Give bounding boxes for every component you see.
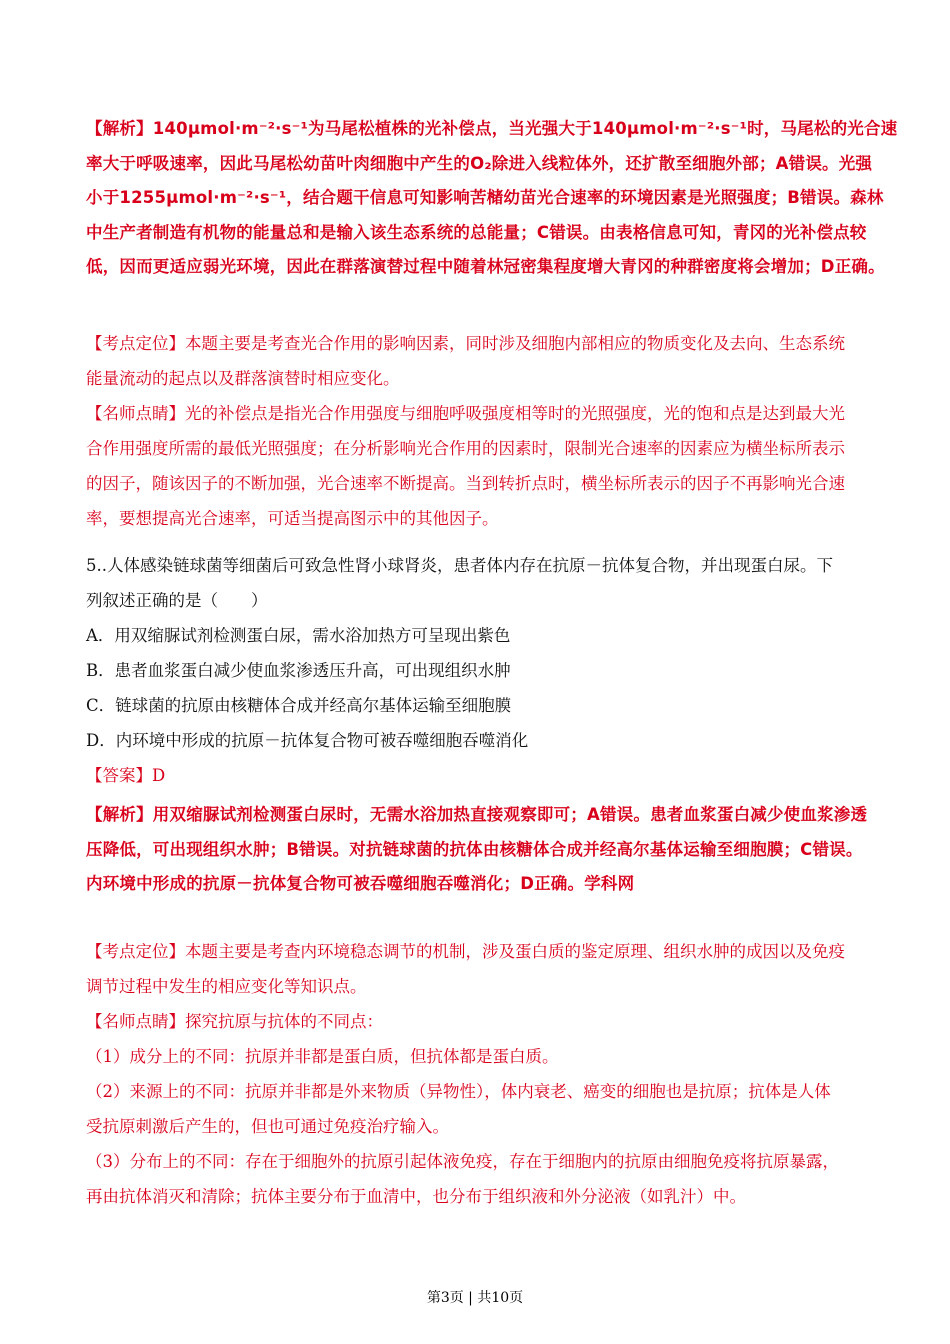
teacher-tip-1-line-3: 的因子，随该因子的不断加强，光合速率不断提高。当到转折点时，横坐标所表示的因子不再影响光合速: [86, 474, 845, 493]
question-5-stem-line-1: 5..人体感染链球菌等细菌后可致急性肾小球肾炎，患者体内存在抗原－抗体复合物，并出现蛋白尿。下: [86, 556, 833, 575]
analysis-1-line-3: 小于1255μmol·m⁻²·s⁻¹，结合题干信息可知影响苦槠幼苗光合速率的环境因素是光照强度；B错误。森林: [86, 188, 884, 207]
question-5-option-c: C．链球菌的抗原由核糖体合成并经高尔基体运输至细胞膜: [86, 696, 512, 715]
question-5-answer: 【答案】D: [86, 766, 166, 785]
exam-point-2-line-2: 调节过程中发生的相应变化等知识点。: [86, 977, 367, 996]
teacher-tip-2-line-3: （2）来源上的不同：抗原并非都是外来物质（异物性），体内衰老、癌变的细胞也是抗原；抗体是人体: [86, 1082, 831, 1101]
analysis-2-line-1: 【解析】用双缩脲试剂检测蛋白尿时，无需水浴加热直接观察即可；A错误。患者血浆蛋白减少使血浆渗透: [86, 805, 868, 824]
exam-point-section-1: [86, 326, 876, 396]
question-5-option-b: B．患者血浆蛋白减少使血浆渗透压升高，可出现组织水肿: [86, 661, 511, 680]
question-5-option-a: A．用双缩脲试剂检测蛋白尿，需水浴加热方可呈现出紫色: [86, 626, 511, 645]
teacher-tip-2-line-2: （1）成分上的不同：抗原并非都是蛋白质，但抗体都是蛋白质。: [86, 1047, 559, 1066]
analysis-1-line-5: 低，因而更适应弱光环境，因此在群落演替过程中随着林冠密集程度增大青冈的种群密度将会增加；D正确。: [86, 257, 885, 276]
teacher-tip-2-line-4: 受抗原刺激后产生的，但也可通过免疫治疗输入。: [86, 1117, 449, 1136]
page-footer: 第3页 | 共10页: [426, 1290, 524, 1306]
analysis-1-line-4: 中生产者制造有机物的能量总和是输入该生态系统的总能量；C错误。由表格信息可知，青冈的光补偿点较: [86, 222, 867, 242]
exam-point-section-2: [86, 934, 876, 1004]
teacher-tip-2-line-5: （3）分布上的不同：存在于细胞外的抗原引起体液免疫，存在于细胞内的抗原由细胞免疫将抗原暴露，: [86, 1152, 839, 1171]
analysis-section-1: [86, 112, 898, 285]
teacher-tip-section-2: [86, 1004, 876, 1214]
analysis-section-2: [86, 798, 876, 902]
teacher-tip-2-line-1: 【名师点睛】探究抗原与抗体的不同点：: [86, 1012, 383, 1031]
teacher-tip-2-line-6: 再由抗体消灭和清除；抗体主要分布于血清中，也分布于组织液和外分泌液（如乳汁）中。: [86, 1187, 746, 1206]
teacher-tip-1-line-4: 率，要想提高光合速率，可适当提高图示中的其他因子。: [86, 509, 499, 528]
analysis-2-line-2: 压降低，可出现组织水肿；B错误。对抗链球菌的抗体由核糖体合成并经高尔基体运输至细胞膜；C错误。: [86, 839, 863, 859]
teacher-tip-1-line-2: 合作用强度所需的最低光照强度；在分析影响光合作用的因素时，限制光合速率的因素应为横坐标所表示: [86, 439, 845, 458]
exam-point-2-line-1: 【考点定位】本题主要是考查内环境稳态调节的机制，涉及蛋白质的鉴定原理、组织水肿的成因以及免疫: [86, 942, 845, 961]
exam-point-1-line-1: 【考点定位】本题主要是考查光合作用的影响因素，同时涉及细胞内部相应的物质变化及去向、生态系统: [86, 334, 845, 353]
question-5-stem-line-2: 列叙述正确的是（ ）: [86, 591, 268, 610]
teacher-tip-1-line-1: 【名师点睛】光的补偿点是指光合作用强度与细胞呼吸强度相等时的光照强度，光的饱和点是达到最大光: [86, 404, 845, 423]
question-5-option-d: D．内环境中形成的抗原－抗体复合物可被吞噬细胞吞噬消化: [86, 731, 529, 750]
analysis-2-line-3: 内环境中形成的抗原－抗体复合物可被吞噬细胞吞噬消化；D正确。学科网: [86, 874, 635, 893]
analysis-1-line-1: 【解析】140μmol·m⁻²·s⁻¹为马尾松植株的光补偿点，当光强大于140μmol·m⁻²·s⁻¹时，马尾松的光合速: [86, 119, 898, 138]
question-5: [86, 548, 876, 793]
teacher-tip-section-1: [86, 396, 876, 536]
exam-point-1-line-2: 能量流动的起点以及群落演替时相应变化。: [86, 369, 400, 388]
analysis-1-line-2: 率大于呼吸速率，因此马尾松幼苗叶肉细胞中产生的O₂除进入线粒体外，还扩散至细胞外部；A错误。光强: [86, 153, 873, 173]
